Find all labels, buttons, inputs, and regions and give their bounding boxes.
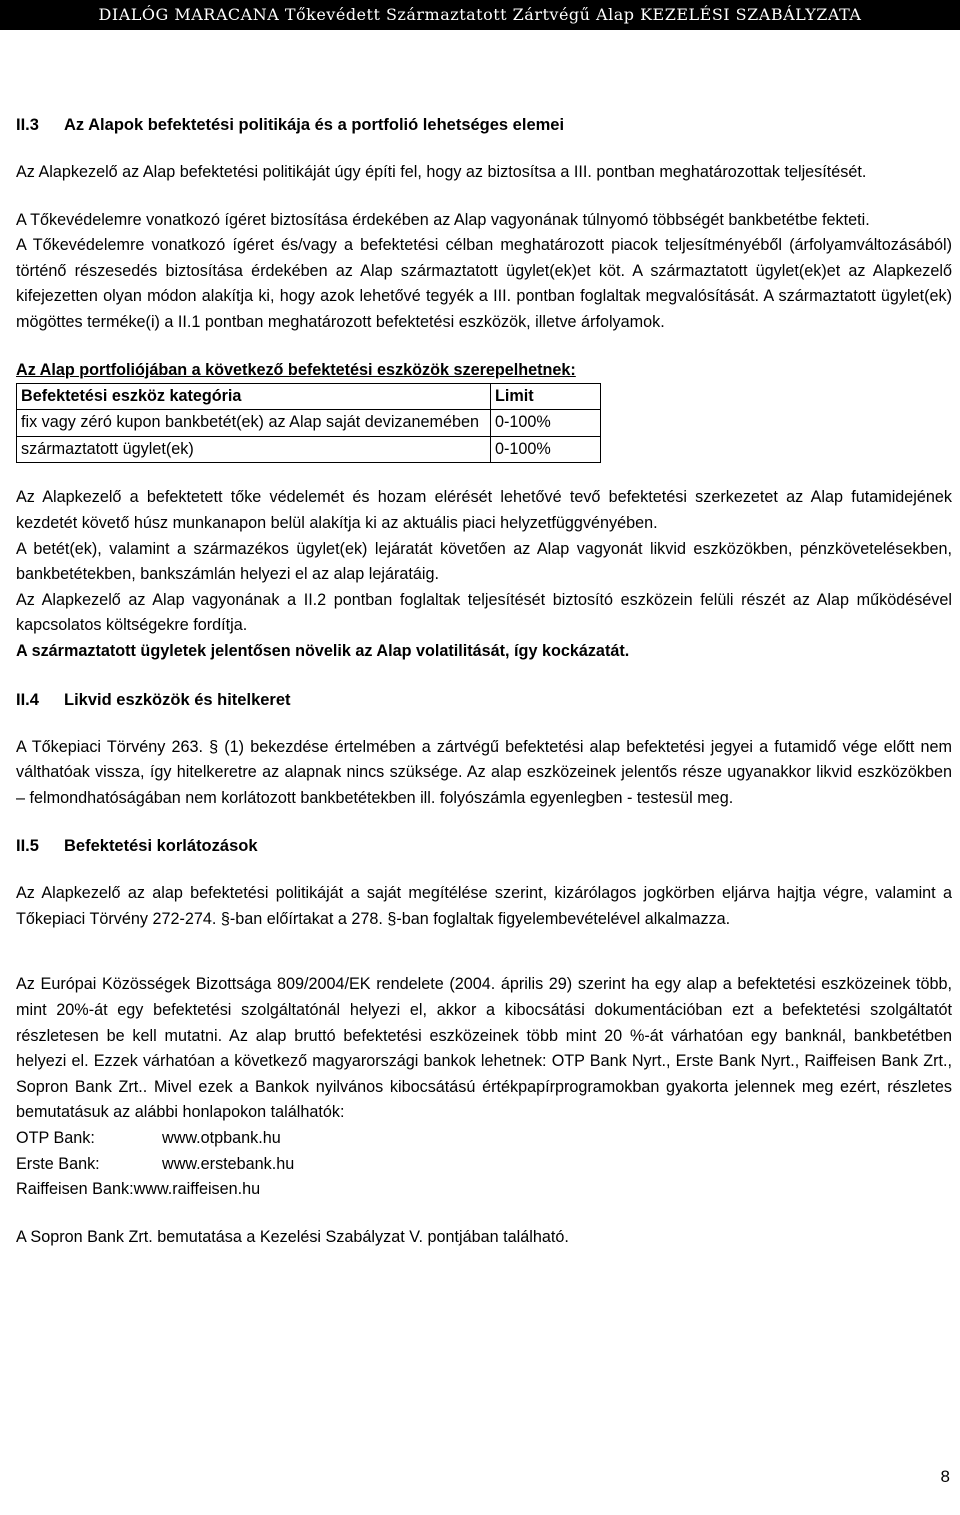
section-number: II.3 [16, 116, 39, 134]
list-item [16, 1177, 952, 1203]
list-item [16, 1126, 952, 1152]
bank-links-list [16, 1126, 952, 1203]
section-heading-2-4 [16, 687, 952, 713]
table-cell: fix vagy zéró kupon bankbetét(ek) az Alap saját devizanemében [17, 410, 491, 437]
document-title: DIALÓG MARACANA Tőkevédett Származtatott Zártvégű Alap KEZELÉSI SZABÁLYZATA [98, 5, 862, 24]
paragraph: Az Alapkezelő az Alap vagyonának a II.2 pontban foglaltak teljesítését biztosító eszközein felüli részét az Alap működésével kapcsolatos költségekre fordítja. [16, 590, 952, 635]
table-cell: 0-100% [491, 410, 601, 437]
paragraph: Az Alapkezelő a befektetett tőke védelemét és hozam elérését lehetővé tevő befektetési szerkezetet az Alap futamidejének kezdetét követő húsz munkanapon belül alakítja ki az aktuális piaci helyzetfüggvényében. [16, 488, 952, 532]
page-number: 8 [940, 1467, 950, 1486]
paragraph: A Tőkevédelemre vonatkozó ígéret biztosítása érdekében az Alap vagyonának túlnyomó többségét bankbetétbe fekteti. [16, 210, 870, 229]
table-cell: származtatott ügylet(ek) [17, 436, 491, 463]
paragraph: A Sopron Bank Zrt. bemutatása a Kezelési Szabályzat V. pontjában található. [16, 1227, 569, 1246]
paragraph: Az Alapkezelő az alap befektetési politikáját a saját megítélése szerint, kizárólagos jogkörben eljárva hajtja végre, valamint a Tőkepiaci Törvény 272-274. §-ban előírtakat a 278. §-ban foglaltak figyelembevételével alkalmazza. [16, 884, 952, 928]
table-heading: Az Alap portfoliójában a következő befektetési eszközök szerepelhetnek: [16, 360, 576, 379]
bank-label: OTP Bank: [16, 1129, 95, 1148]
paragraph: A betét(ek), valamint a származékos ügylet(ek) lejáratát követően az Alap vagyonát likvid eszközökben, pénzkövetelésekben, bankbetétekben, bankszámlán helyezi el az alap lejáratáig. [16, 539, 952, 584]
paragraph: A Tőkevédelemre vonatkozó ígéret és/vagy a befektetési célban meghatározott piacok teljesítményéből (árfolyamváltozásából) történő részesedés biztosítása érdekében az Alap származtatott ügylet(ek)et köt. A származtatott ügylet(ek)et az Alapkezelő kifejezetten olyan módon alakítja ki, hogy azok lehetővé tegyék a III. pontban foglaltak megvalósítását. A származtatott ügylet(ek) mögöttes terméke(i) a II.1 pontban meghatározott befektetési eszközök, illetve árfolyamok. [16, 236, 952, 331]
paragraph: Az Európai Közösségek Bizottsága 809/2004/EK rendelete (2004. április 29) szerint ha egy alap a befektetési eszközeinek több, mint 20%-át egy befektetési szolgáltatónál helyezi el, akkor a kibocsátási dokumentációban ezt a befektetési szolgáltatót részletesen be kell mutatni. Az alap bruttó befektetési eszközeinek több mint 20 %-át várhatóan egy banknál, bankbetétben helyezi el. Ezzek várhatóan a következő magyarországi bankok lehetnek: OTP Bank Nyrt., Erste Bank Nyrt., Raiffeisen Bank Zrt., Sopron Bank Zrt.. Mivel ezek a Bankok nyilvános kibocsátású értékpapírprogramokban gyakorta jelennek meg ezért, részletes bemutatásuk az alábbi honlapokon találhatók: [16, 975, 952, 1122]
table-header-row [17, 383, 601, 410]
section-title: Likvid eszközök és hitelkeret [64, 690, 291, 709]
bank-link[interactable]: www.erstebank.hu [162, 1154, 295, 1173]
bank-label: Erste Bank: [16, 1154, 100, 1173]
bank-link[interactable]: www.raiffeisen.hu [133, 1180, 261, 1199]
section-title: Az Alapok befektetési politikája és a portfolió lehetséges elemei [64, 116, 565, 134]
table-header-cell: Limit [491, 383, 601, 410]
section-heading-2-5 [16, 833, 952, 859]
section-heading-2-3 [16, 112, 952, 138]
document-header [0, 0, 960, 30]
page-content [16, 112, 952, 1250]
bank-label: Raiffeisen Bank: [16, 1180, 134, 1199]
table-cell: 0-100% [491, 436, 601, 463]
section-title: Befektetési korlátozások [64, 837, 258, 856]
asset-limits-table [16, 383, 601, 464]
table-row [17, 410, 601, 437]
paragraph: A Tőkepiaci Törvény 263. § (1) bekezdése értelmében a zártvégű befektetési alap befektetési jegyei a futamidő vége előtt nem válthatóak vissza, így hitelkeretre az alapnak nincs szüksége. Az alap eszközeinek jelentős része ugyanakkor likvid eszközökben – felmondhatóságában nem korlátozott bankbetétekben ill. folyószámla egyenlegben - testesül meg. [16, 737, 952, 807]
paragraph: Az Alapkezelő az Alap befektetési politikáját úgy építi fel, hogy az biztosítsa a III. pontban meghatározottak teljesítését. [16, 163, 867, 181]
table-row [17, 436, 601, 463]
table-header-cell: Befektetési eszköz kategória [17, 383, 491, 410]
list-item [16, 1152, 952, 1178]
section-number: II.5 [16, 837, 39, 856]
bank-link[interactable]: www.otpbank.hu [162, 1129, 281, 1148]
bold-statement: A származtatott ügyletek jelentősen növelik az Alap volatilitását, így kockázatát. [16, 641, 630, 660]
section-number: II.4 [16, 690, 39, 709]
